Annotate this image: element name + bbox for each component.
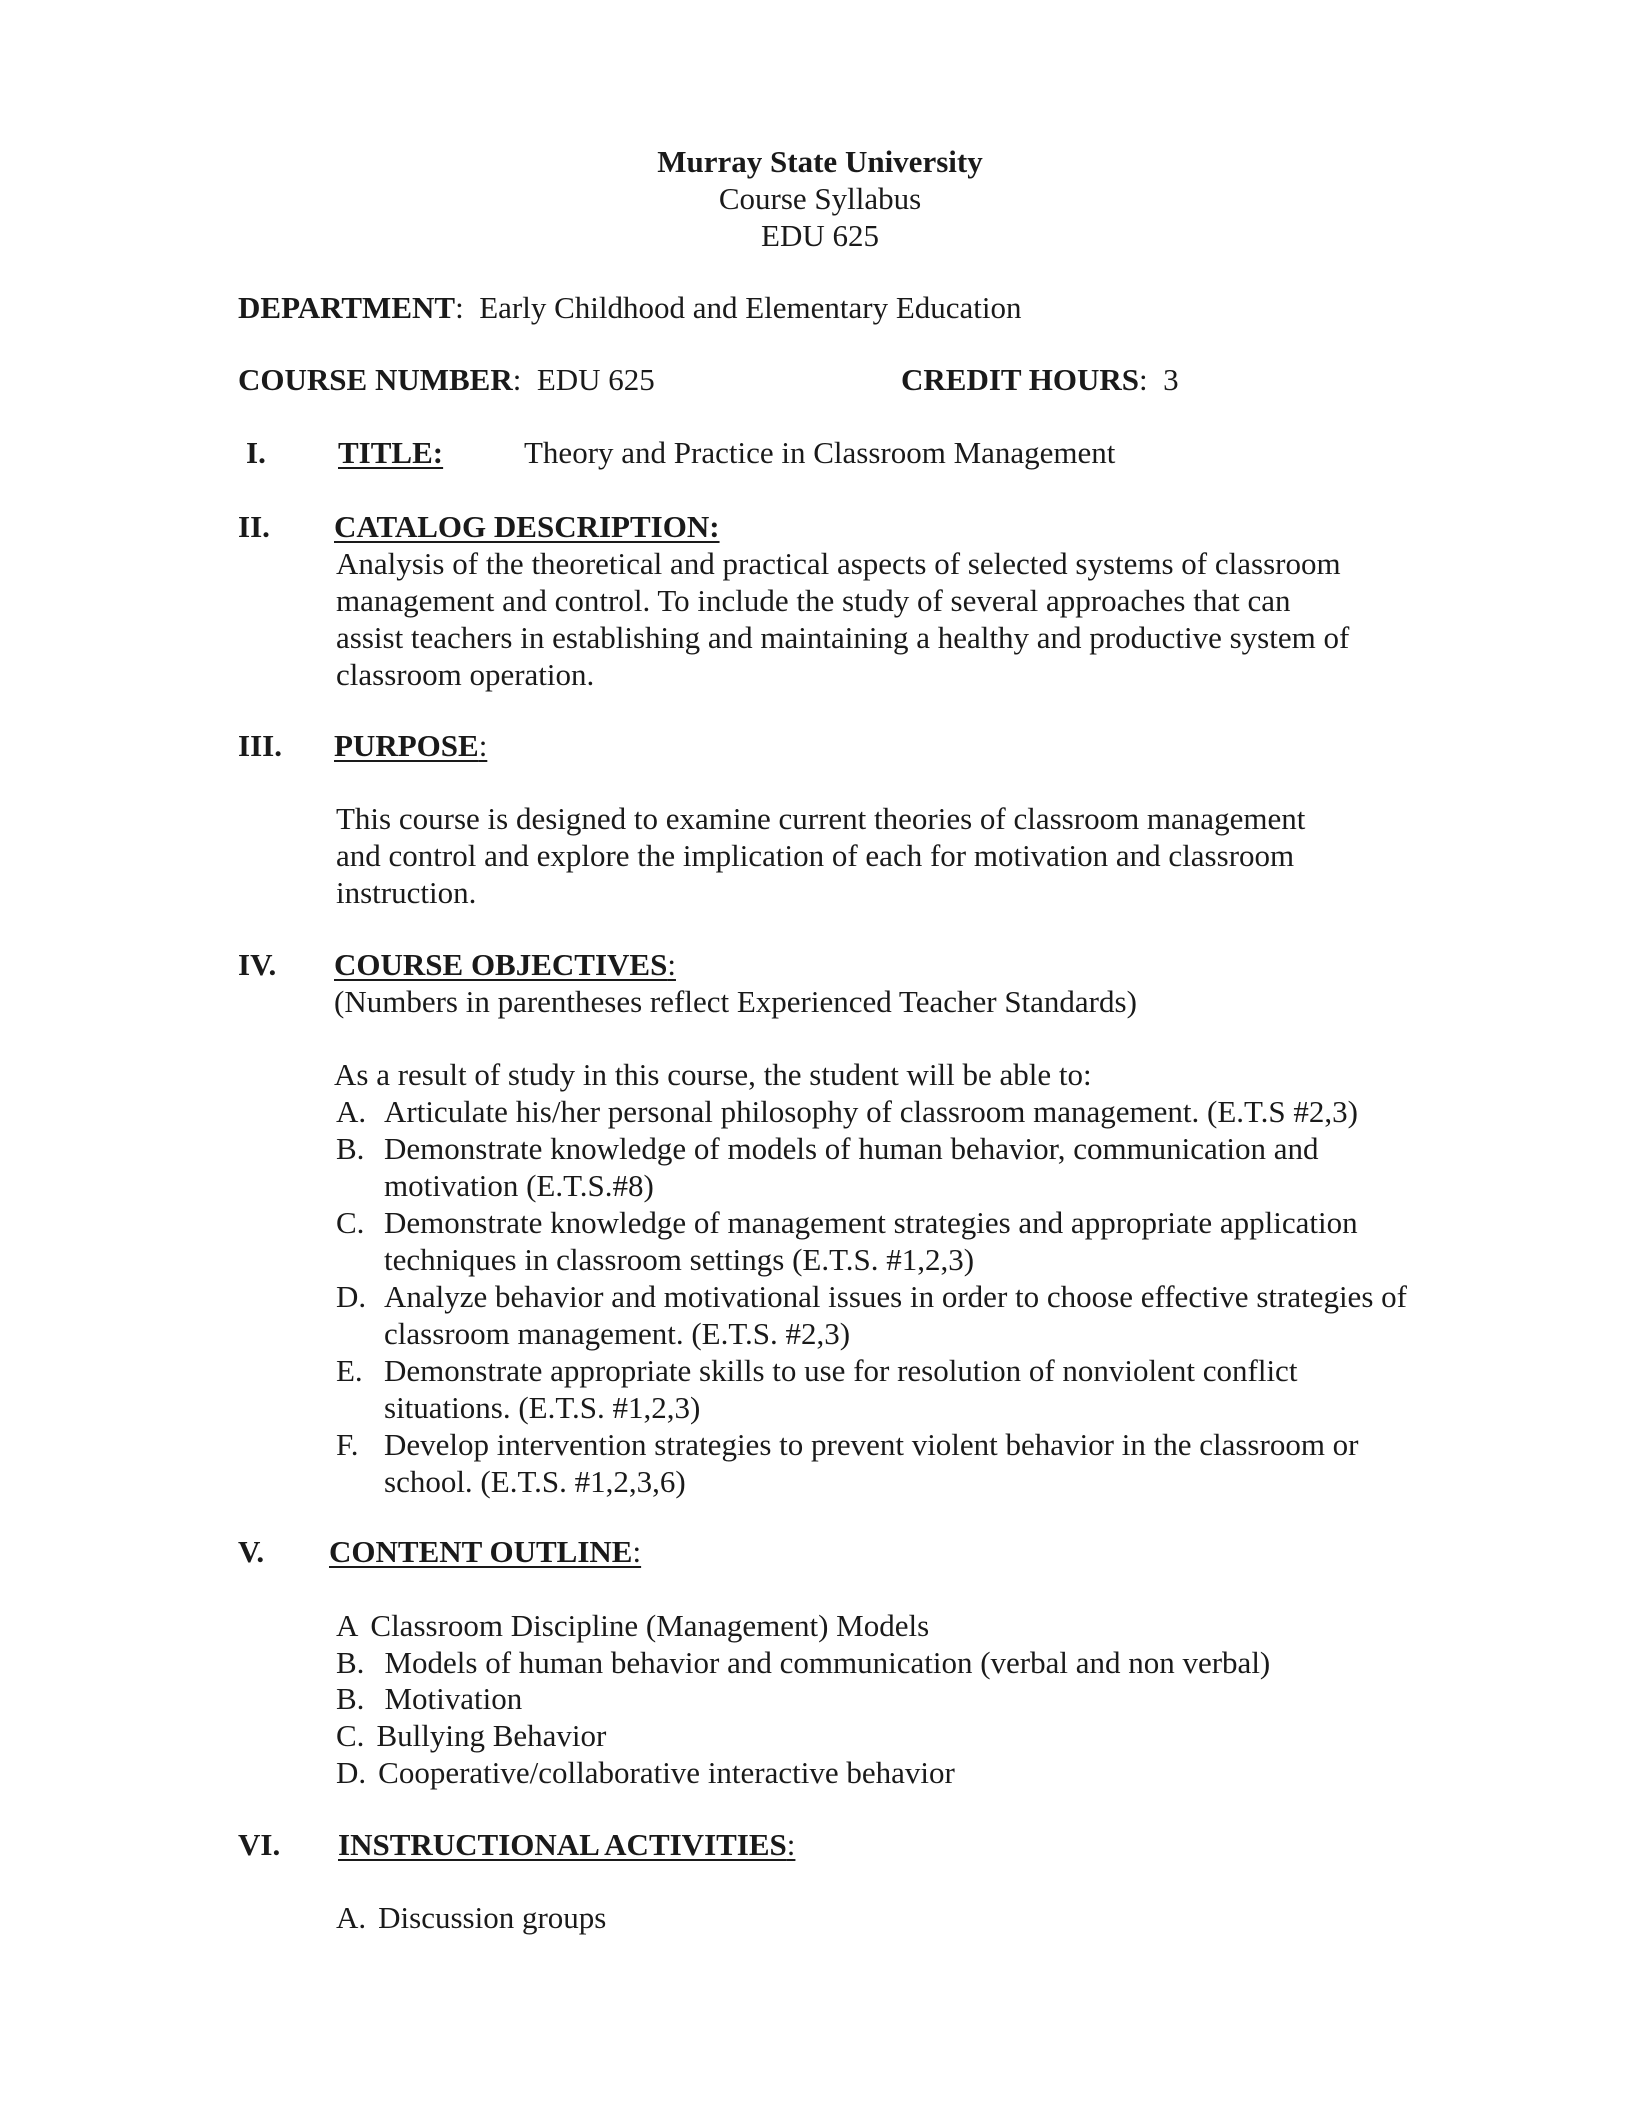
section-heading-title: TITLE:: [338, 435, 444, 470]
outline-text: Models of human behavior and communication (verbal and non verbal): [384, 1645, 1271, 1680]
objectives-note: (Numbers in parentheses reflect Experienced Teacher Standards): [334, 984, 1137, 1019]
section-number-title: I.: [246, 435, 266, 470]
objective-item: [336, 1352, 1426, 1426]
section-number-objectives: IV.: [238, 947, 277, 982]
section-heading-content: CONTENT OUTLINE: [329, 1534, 633, 1569]
outline-item: [336, 1680, 522, 1717]
objectives-list: [336, 1093, 1426, 1500]
section-number-content: V.: [238, 1534, 265, 1569]
outline-item: [336, 1644, 1270, 1681]
objective-marker: D.: [336, 1279, 367, 1314]
objective-item: [336, 1130, 1426, 1204]
objective-marker: C.: [336, 1205, 365, 1240]
catalog-line: management and control. To include the study of several approaches that can: [336, 583, 1291, 618]
section-heading-objectives: COURSE OBJECTIVES: [334, 947, 668, 982]
credit-hours-line: CREDIT HOURS: 3: [901, 362, 1179, 397]
purpose-line: and control and explore the implication of each for motivation and classroom: [336, 838, 1295, 873]
outline-item: [336, 1754, 955, 1791]
objective-item: [336, 1426, 1426, 1500]
course-number-label: COURSE NUMBER: [238, 362, 513, 397]
outline-marker: D.: [336, 1755, 367, 1790]
credit-hours-value: 3: [1163, 362, 1179, 397]
objective-marker: B.: [336, 1131, 365, 1166]
activity-marker: A.: [336, 1900, 367, 1935]
outline-text: Motivation: [384, 1681, 523, 1716]
objective-item: [336, 1204, 1426, 1278]
course-title-text: Theory and Practice in Classroom Management: [524, 435, 1116, 470]
department-label: DEPARTMENT: [238, 290, 456, 325]
section-number-purpose: III.: [238, 728, 282, 763]
objective-marker: F.: [336, 1427, 359, 1462]
section-heading-catalog: CATALOG DESCRIPTION:: [334, 509, 720, 544]
outline-marker: A: [336, 1608, 359, 1643]
credit-hours-label: CREDIT HOURS: [901, 362, 1140, 397]
objective-item: [336, 1278, 1426, 1352]
course-code: EDU 625: [761, 218, 879, 253]
university-name: Murray State University: [657, 144, 983, 179]
outline-text: Classroom Discipline (Management) Models: [370, 1608, 930, 1643]
catalog-line: assist teachers in establishing and maintaining a healthy and productive system of: [336, 620, 1350, 655]
objective-text: Demonstrate knowledge of models of human behavior, communication and motivation (E.T.S.#8): [384, 1131, 1319, 1203]
catalog-description: [336, 545, 1416, 693]
activity-text: Discussion groups: [378, 1900, 607, 1935]
outline-item: [336, 1607, 929, 1644]
outline-item: [336, 1717, 606, 1754]
course-number-value: EDU 625: [536, 362, 655, 397]
section-heading-activities: INSTRUCTIONAL ACTIVITIES: [338, 1827, 787, 1862]
purpose-text: [336, 800, 1416, 911]
outline-marker: C.: [336, 1718, 365, 1753]
objectives-intro: As a result of study in this course, the student will be able to:: [334, 1057, 1092, 1092]
section-number-activities: VI.: [238, 1827, 281, 1862]
section-heading-activities-wrap: INSTRUCTIONAL ACTIVITIES:: [338, 1827, 796, 1862]
section-heading-purpose-wrap: PURPOSE:: [334, 728, 488, 763]
objective-marker: A.: [336, 1094, 367, 1129]
objective-text: Demonstrate knowledge of management strategies and appropriate application techniques in classroom settings (E.T.S. #1,2,3): [384, 1205, 1358, 1277]
document-type: Course Syllabus: [718, 181, 922, 216]
outline-marker: B.: [336, 1645, 365, 1680]
section-heading-content-wrap: CONTENT OUTLINE:: [329, 1534, 642, 1569]
section-heading-purpose: PURPOSE: [334, 728, 479, 763]
purpose-line: This course is designed to examine current theories of classroom management: [336, 801, 1306, 836]
objective-text: Demonstrate appropriate skills to use for resolution of nonviolent conflict situations. (E.T.S. #1,2,3): [384, 1353, 1298, 1425]
objective-text: Analyze behavior and motivational issues in order to choose effective strategies of classroom management. (E.T.S. #2,3): [384, 1279, 1407, 1351]
course-number-line: COURSE NUMBER: EDU 625: [238, 362, 655, 397]
department-value: Early Childhood and Elementary Education: [479, 290, 1022, 325]
section-number-catalog: II.: [238, 509, 270, 544]
objective-item: [336, 1093, 1426, 1130]
objective-text: Articulate his/her personal philosophy of classroom management. (E.T.S #2,3): [384, 1094, 1358, 1129]
outline-marker: B.: [336, 1681, 365, 1716]
outline-text: Bullying Behavior: [376, 1718, 607, 1753]
section-heading-objectives-wrap: COURSE OBJECTIVES:: [334, 947, 676, 982]
objective-marker: E.: [336, 1353, 363, 1388]
objective-text: Develop intervention strategies to prevent violent behavior in the classroom or school. (E.T.S. #1,2,3,6): [384, 1427, 1359, 1499]
activity-item: [336, 1899, 606, 1936]
outline-text: Cooperative/collaborative interactive behavior: [378, 1755, 955, 1790]
department-line: DEPARTMENT: Early Childhood and Elementary Education: [238, 290, 1022, 325]
purpose-line: instruction.: [336, 875, 477, 910]
catalog-line: Analysis of the theoretical and practical aspects of selected systems of classroom: [336, 546, 1341, 581]
catalog-line: classroom operation.: [336, 657, 595, 692]
